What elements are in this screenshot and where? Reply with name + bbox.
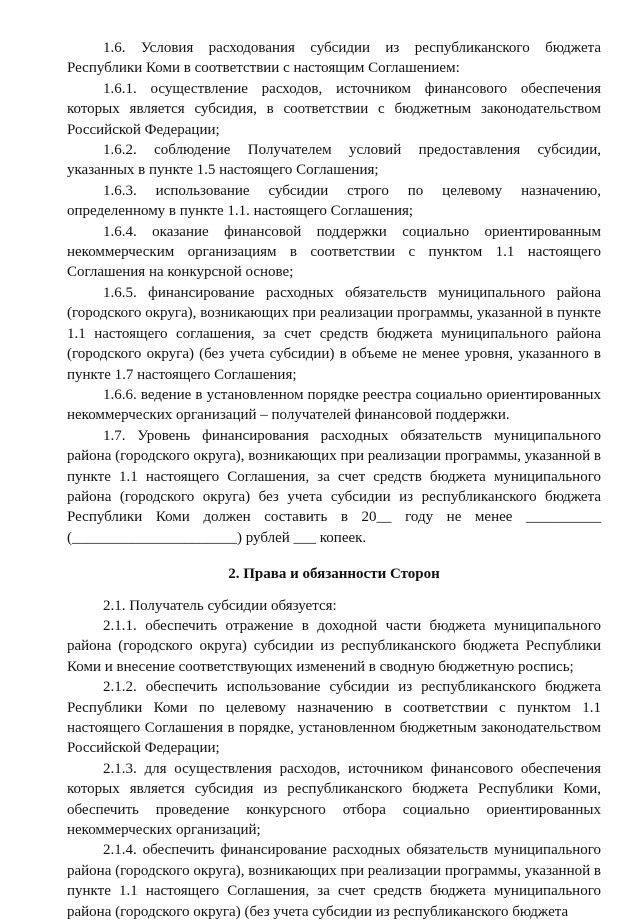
paragraph-1-6: 1.6. Условия расходования субсидии из республиканского бюджета Республики Коми в соответствии с настоящим Соглашением: — [67, 40, 601, 77]
paragraph-2-1-3: 2.1.3. для осуществления расходов, источником финансового обеспечения которых является субсидия из республиканского бюджета Республики Коми, обеспечить проведение конкурсного отбора социально ориентированных некоммерческих организаций; — [67, 760, 601, 839]
paragraph-1-6-1: 1.6.1. осуществление расходов, источником финансового обеспечения которых является субсидия, в соответствии с бюджетным законодательством Российской Федерации; — [67, 80, 601, 138]
paragraph-1-6-4: 1.6.4. оказание финансовой поддержки социально ориентированным некоммерческим организациям в соответствии с пунктом 1.1 настоящего Соглашения на конкурсной основе; — [67, 223, 601, 281]
paragraph-2-1-1: 2.1.1. обеспечить отражение в доходной части бюджета муниципального района (городского округа) субсидии из республиканского бюджета Республики Коми и внесение соответствующих изменений в сводную бюджетную роспись; — [67, 617, 601, 675]
paragraph-1-6-3: 1.6.3. использование субсидии строго по целевому назначению, определенному в пункте 1.1. настоящего Соглашения; — [67, 182, 601, 220]
paragraph-1-6-6: 1.6.6. ведение в установленном порядке реестра социально ориентированных некоммерческих организаций – получателей финансовой поддержки. — [67, 386, 601, 424]
paragraph-1-7: 1.7. Уровень финансирования расходных обязательств муниципального района (городского округа), возникающих при реализации программы, указанной в пункте 1.1 настоящего Соглашения, за счет средств бюджета муниципального района (городского округа) без учета субсидии из республиканского бюджета Республики Коми должен составить в 20__ году не менее __________ (______________________) рублей ___ копеек. — [67, 427, 601, 546]
paragraph-2-1: 2.1. Получатель субсидии обязуется: — [103, 597, 337, 614]
section-heading: 2. Права и обязанности Сторон — [228, 566, 440, 583]
document-body — [67, 38, 601, 922]
paragraph-2-1-4: 2.1.4. обеспечить финансирование расходных обязательств муниципального района (городского округа), возникающих при реализации программы, указанной в пункте 1.1 настоящего Соглашения, за счет средств бюджета муниципального района (городского округа) (без учета субсидии из республиканского бюджета — [67, 842, 601, 920]
paragraph-1-6-2: 1.6.2. соблюдение Получателем условий предоставления субсидии, указанных в пункте 1.5 настоящего Соглашения; — [67, 142, 601, 179]
paragraph-1-6-5: 1.6.5. финансирование расходных обязательств муниципального района (городского округа), возникающих при реализации программы, указанной в пункте 1.1 настоящего соглашения, за счет средств бюджета муниципального района (городского округа) (без учета субсидии) в объеме не менее уровня, указанного в пункте 1.7 настоящего Соглашения; — [67, 284, 601, 383]
paragraph-2-1-2: 2.1.2. обеспечить использование субсидии из республиканского бюджета Республики Коми по целевому назначению в соответствии с пунктом 1.1 настоящего Соглашения в порядке, установленном бюджетным законодательством Российской Федерации; — [67, 679, 601, 757]
